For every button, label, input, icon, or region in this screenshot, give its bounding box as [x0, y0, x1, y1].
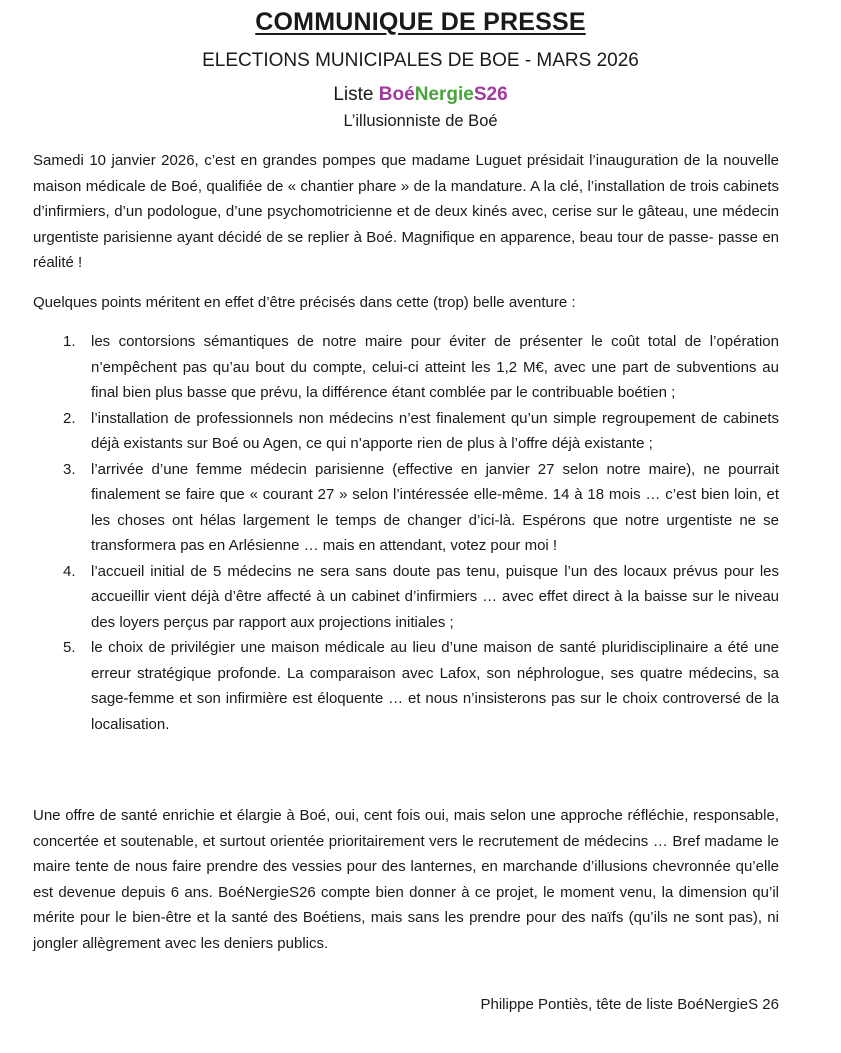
conclusion-paragraph: Une offre de santé enrichie et élargie à Boé, oui, cent fois oui, mais selon une approche réfléchie, responsable, concertée et soutenable, et surtout orientée prioritairement vers le recrutement de médecins … Bref madame le maire tente de nous faire prendre des vessies pour des lanternes, en marchande d’illusions chevronnée qu’elle est devenue depuis 6 ans. BoéNergieS26 compte bien donner à ce projet, le moment venu, la dimension qu’il mérite pour le bien-être et la santé des Boétiens, mais sans les prendre pour des naïfs (qu’ils ne sont pas), ni jongler allègrement avec les deniers publics. — [33, 807, 779, 952]
points-list — [33, 329, 779, 737]
tagline: L’illusionniste de Boé — [343, 112, 498, 130]
list-item-text: l’arrivée d’une femme médecin parisienne (effective en janvier 27 selon notre maire), ne pourrait finalement se faire que « courant 27 » selon l’intéressée elle-même. 14 à 18 mois … c’est bien loin, et les choses ont hélas largement le temps de changer d’ici-là. Espérons que notre urgentiste ne se transformera pas en Arlésienne … mais en attendant, votez pour moi ! — [91, 460, 779, 554]
list-item-text: l’accueil initial de 5 médecins ne sera sans doute pas tenu, puisque l’un des locaux prévus pour les accueillir vient déjà d’être affecté à un cabinet d’infirmiers … avec effet direct à la baisse sur le niveau des loyers perçus par rapport aux projections initiales ; — [91, 562, 779, 631]
list-item — [33, 457, 779, 559]
points-intro: Quelques points méritent en effet d’être précisés dans cette (trop) belle aventure : — [33, 294, 576, 311]
list-item — [33, 329, 779, 406]
list-item-text: l’installation de professionnels non médecins n’est finalement qu’un simple regroupement de cabinets déjà existants sur Boé ou Agen, ce qui n’apporte rien de plus à l’offre déjà existante ; — [91, 409, 779, 452]
signature: Philippe Pontiès, tête de liste BoéNergieS 26 — [480, 996, 779, 1013]
list-item-number: 1. — [63, 333, 76, 350]
list-item-number: 3. — [63, 460, 76, 478]
page-subtitle: ELECTIONS MUNICIPALES DE BOE - MARS 2026 — [202, 50, 639, 71]
list-item-text: les contorsions sémantiques de notre maire pour éviter de présenter le coût total de l’opération n’empêchent pas qu’au bout du compte, celui-ci atteint les 1,2 M€, avec une part de subventions au final bien plus basse que prévu, la différence étant comblée par le contribuable boétien ; — [91, 333, 779, 401]
list-name-part-nergie: Nergie — [414, 84, 474, 105]
list-item-number: 2. — [63, 409, 76, 427]
list-name-line — [0, 84, 841, 106]
list-item — [33, 406, 779, 457]
list-item-number: 4. — [63, 562, 76, 580]
list-item — [33, 559, 779, 636]
list-name-part-s26: S26 — [473, 84, 508, 105]
list-item-text: le choix de privilégier une maison médicale au lieu d’une maison de santé pluridisciplinaire a été une erreur stratégique profonde. La comparaison avec Lafox, son néphrologue, ses quatre médecins, sa sage-femme et son infirmière est éloquente … et nous n’insisterons pas sur le choix controversé de la localisation. — [91, 639, 779, 733]
list-name-part-boe: Boé — [378, 84, 415, 105]
intro-paragraph: Samedi 10 janvier 2026, c’est en grandes pompes que madame Luguet présidait l’inauguration de la nouvelle maison médicale de Boé, qualifiée de « chantier phare » de la mandature. A la clé, l’installation de trois cabinets d’infirmiers, d’un podologue, d’une psychomotricienne et de deux kinés avec, cerise sur le gâteau, une médecin urgentiste parisienne ayant décidé de se replier à Boé. Magnifique en apparence, beau tour de passe- passe en réalité ! — [33, 152, 779, 271]
page-title: COMMUNIQUE DE PRESSE — [255, 8, 586, 36]
list-prefix: Liste — [333, 84, 379, 105]
list-item-number: 5. — [63, 639, 76, 656]
list-item — [33, 635, 779, 737]
